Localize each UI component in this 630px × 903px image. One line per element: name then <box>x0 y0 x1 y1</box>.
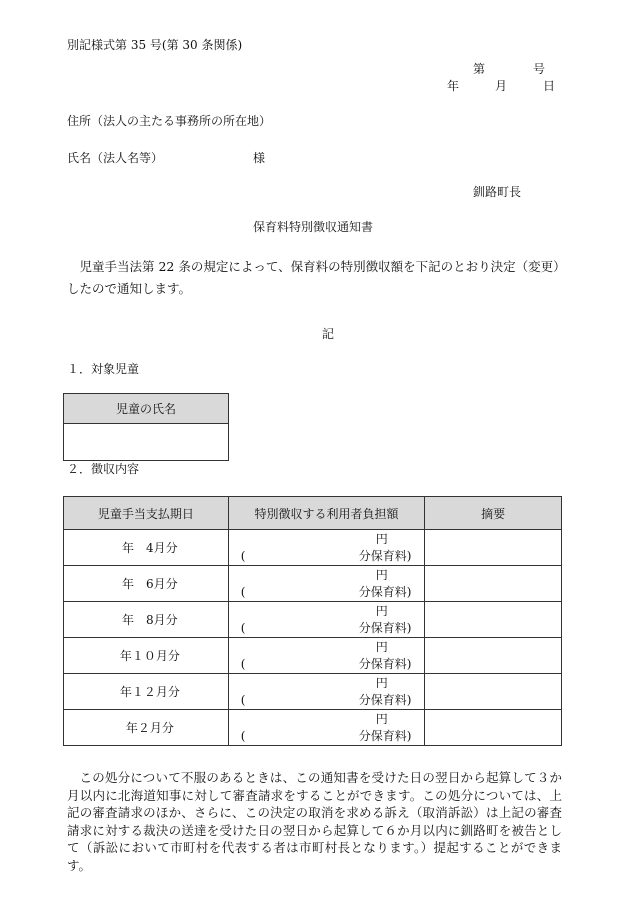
child-name-header: 児童の氏名 <box>64 394 229 424</box>
amount-cell[interactable] <box>228 566 425 602</box>
notice-paragraph: この処分について不服のあるときは、この通知書を受けた日の翌日から起算して３か月以内に北海道知事に対して審査請求をすることができます。この処分については、上記の審査請求のほか、さらに、この決定の取消を求める訴え（取消訴訟）は上記の審査請求に対する裁決の送達を受けた日の翌日から起算して６か月以内に釧路町を被告として（訴訟において市町村を代表する者は市町村長となります。）提起することができます。 <box>67 770 562 873</box>
paren-open: ( <box>240 621 246 635</box>
yen-unit-label: 円 <box>375 712 388 726</box>
remarks-cell[interactable] <box>425 602 562 638</box>
paren-open: ( <box>240 729 246 743</box>
payment-date-cell <box>64 566 229 602</box>
child-name-cell[interactable] <box>64 424 229 461</box>
column-header-amount: 特別徴収する利用者負担額 <box>228 497 425 530</box>
remarks-cell[interactable] <box>425 638 562 674</box>
payment-date-text: 年１２月分 <box>119 685 180 699</box>
amount-cell[interactable] <box>228 530 425 566</box>
table-row <box>64 566 562 602</box>
paren-open: ( <box>240 693 246 707</box>
payment-date-text: 年２月分 <box>125 721 174 735</box>
paren-open: ( <box>240 585 246 599</box>
payment-date-text: 年１０月分 <box>119 649 180 663</box>
amount-cell[interactable] <box>228 710 425 746</box>
remarks-cell[interactable] <box>425 674 562 710</box>
payment-date-cell <box>64 638 229 674</box>
amount-cell[interactable] <box>228 638 425 674</box>
yen-unit-label: 円 <box>375 568 388 582</box>
hoikuryo-label: 分保育料) <box>358 657 412 671</box>
amount-cell[interactable] <box>228 674 425 710</box>
payment-date-cell <box>64 674 229 710</box>
intro-paragraph: 児童手当法第 22 条の規定によって、保育料の特別徴収額を下記のとおり決定（変更）したので通知します。 <box>67 259 560 296</box>
paren-open: ( <box>240 549 246 563</box>
table-row <box>64 674 562 710</box>
form-number-label: 別記様式第 35 号(第 30 条関係) <box>67 38 243 52</box>
payment-date-text: 年 6月分 <box>122 577 178 591</box>
document-title: 保育料特別徴収通知書 <box>253 220 374 234</box>
section1-heading: １．対象児童 <box>67 362 140 376</box>
table-row <box>64 638 562 674</box>
document-date-label: 年 月 日 <box>447 79 556 93</box>
hoikuryo-label: 分保育料) <box>358 729 412 743</box>
table-row <box>64 530 562 566</box>
remarks-cell[interactable] <box>425 710 562 746</box>
yen-unit-label: 円 <box>375 640 388 654</box>
remarks-cell[interactable] <box>425 530 562 566</box>
payment-date-text: 年 4月分 <box>122 541 178 555</box>
payment-date-text: 年 8月分 <box>122 613 178 627</box>
collection-table <box>63 496 562 746</box>
child-name-table <box>63 393 229 461</box>
hoikuryo-label: 分保育料) <box>358 621 412 635</box>
paren-open: ( <box>240 657 246 671</box>
payment-date-cell <box>64 602 229 638</box>
address-label: 住所（法人の主たる事務所の所在地） <box>67 114 272 128</box>
hoikuryo-label: 分保育料) <box>358 693 412 707</box>
yen-unit-label: 円 <box>375 676 388 690</box>
column-header-remarks: 摘要 <box>425 497 562 530</box>
honorific-sama: 様 <box>253 151 266 165</box>
ki-label: 記 <box>322 327 335 341</box>
hoikuryo-label: 分保育料) <box>358 585 412 599</box>
section2-heading: ２．徴収内容 <box>67 462 140 476</box>
table-row <box>64 710 562 746</box>
yen-unit-label: 円 <box>375 532 388 546</box>
document-number-label: 第 号 <box>473 62 546 76</box>
remarks-cell[interactable] <box>425 566 562 602</box>
sender-name: 釧路町長 <box>473 185 522 199</box>
hoikuryo-label: 分保育料) <box>358 549 412 563</box>
name-label: 氏名（法人名等） <box>67 151 164 165</box>
payment-date-cell <box>64 710 229 746</box>
yen-unit-label: 円 <box>375 604 388 618</box>
table-row <box>64 602 562 638</box>
amount-cell[interactable] <box>228 602 425 638</box>
payment-date-cell <box>64 530 229 566</box>
column-header-payment-date: 児童手当支払期日 <box>64 497 229 530</box>
